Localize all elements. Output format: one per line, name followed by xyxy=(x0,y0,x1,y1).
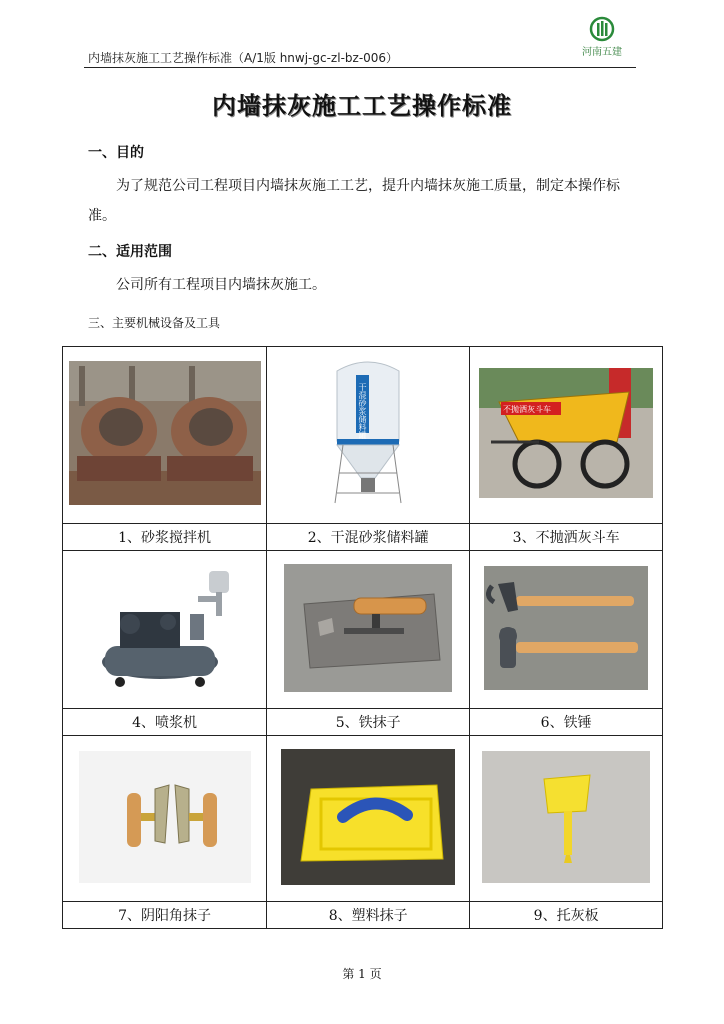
cart-label: 不抛洒灰斗车 xyxy=(503,405,552,414)
tool-image-cell xyxy=(470,551,663,709)
plastic-trowel-icon xyxy=(281,749,455,885)
tool-image-cell xyxy=(63,347,267,524)
corner-trowel-icon xyxy=(79,751,251,883)
tool-caption: 3、不抛洒灰斗车 xyxy=(470,524,663,551)
page-number: 第 1 页 xyxy=(342,967,382,981)
purpose-text: 为了规范公司工程项目内墙抹灰施工工艺，提升内墙抹灰施工质量，制定本操作标准。 xyxy=(88,178,620,224)
tool-image-cell xyxy=(63,551,267,709)
spray-machine-icon xyxy=(90,566,240,690)
scope-text: 公司所有工程项目内墙抹灰施工。 xyxy=(116,277,326,293)
dry-mortar-silo-icon xyxy=(323,353,413,513)
tool-caption: 2、干混砂浆储料罐 xyxy=(267,524,470,551)
tool-caption: 7、阴阳角抹子 xyxy=(63,902,267,929)
tool-image-cell xyxy=(267,347,470,524)
tools-table xyxy=(62,346,663,929)
silo-label: 干混砂浆储料罐 xyxy=(358,383,368,439)
mortar-mixer-icon xyxy=(69,361,261,505)
document-header: 内墙抹灰施工工艺操作标准（A/1版 hnwj-gc-zl-bz-006） xyxy=(88,51,399,65)
tool-caption: 1、砂浆搅拌机 xyxy=(63,524,267,551)
tool-image-cell xyxy=(267,736,470,902)
tools-heading: 三、主要机械设备及工具 xyxy=(88,316,221,330)
tool-image-cell xyxy=(63,736,267,902)
scope-heading: 二、适用范围 xyxy=(88,244,172,260)
page-title: 内墙抹灰施工工艺操作标准 xyxy=(212,91,512,120)
tool-image-cell xyxy=(470,347,663,524)
company-logo-icon xyxy=(589,16,615,42)
tool-caption: 4、喷浆机 xyxy=(63,709,267,736)
tool-caption: 6、铁锤 xyxy=(470,709,663,736)
tool-caption: 5、铁抹子 xyxy=(267,709,470,736)
company-logo xyxy=(580,16,624,58)
tool-caption: 8、塑料抹子 xyxy=(267,902,470,929)
header-rule xyxy=(84,67,636,68)
company-logo-text: 河南五建 xyxy=(582,47,622,58)
mortar-cart-icon xyxy=(479,368,653,498)
hawk-board-icon xyxy=(482,751,650,883)
tool-image-cell xyxy=(470,736,663,902)
hammer-icon xyxy=(484,566,648,690)
tool-image-cell xyxy=(267,551,470,709)
tool-caption: 9、托灰板 xyxy=(470,902,663,929)
steel-trowel-icon xyxy=(284,564,452,692)
purpose-heading: 一、目的 xyxy=(88,145,144,161)
